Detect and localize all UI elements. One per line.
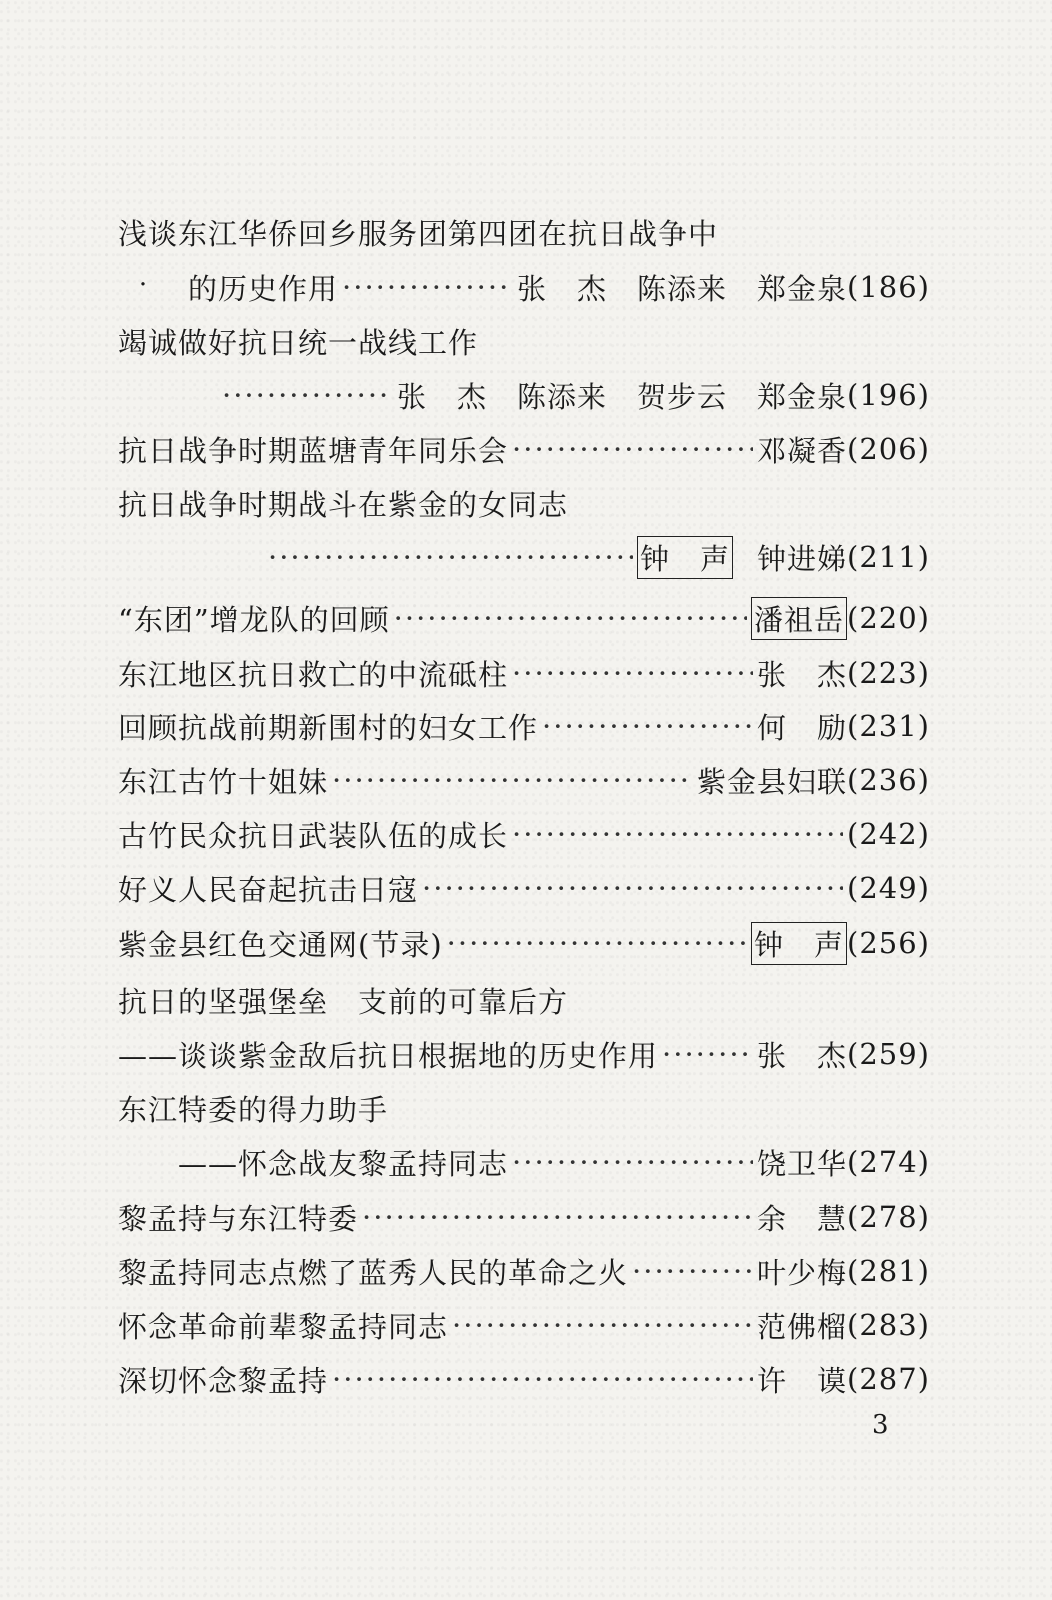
dot-leader xyxy=(447,926,747,960)
toc-entry xyxy=(118,703,930,749)
toc-page-number: (259) xyxy=(847,1037,930,1071)
toc-entry xyxy=(118,1356,930,1402)
toc-page-number: (287) xyxy=(847,1362,930,1396)
toc-title: 抗日战争时期战斗在紫金的女同志 xyxy=(118,487,569,522)
toc-page-number: (220) xyxy=(847,601,930,635)
toc-title: 抗日的坚强堡垒 支前的可靠后方 xyxy=(118,984,569,1019)
toc-subtitle: ——谈谈紫金敌后抗日根据地的历史作用 xyxy=(118,1038,659,1073)
toc-author: 何 励 xyxy=(757,710,848,745)
toc-title: 黎孟持同志点燃了蓝秀人民的革命之火 xyxy=(118,1255,629,1290)
toc-title: 东江地区抗日救亡的中流砥柱 xyxy=(118,657,509,692)
toc-entry xyxy=(264,534,930,580)
toc-page-number: (223) xyxy=(847,656,930,690)
dot-leader xyxy=(332,1362,753,1396)
toc-page-number: (274) xyxy=(847,1145,930,1179)
toc-entry xyxy=(118,1031,930,1077)
toc-page-number: (236) xyxy=(847,763,930,797)
toc-entry xyxy=(118,920,930,966)
toc-entry xyxy=(118,1194,930,1240)
dot-leader xyxy=(452,1308,753,1342)
toc-title: 抗日战争时期蓝塘青年同乐会 xyxy=(118,433,509,468)
toc-page-number: (281) xyxy=(847,1254,930,1288)
toc-entry xyxy=(178,1139,930,1185)
toc-entry-title-line xyxy=(118,1085,930,1131)
toc-page-number: (186) xyxy=(847,270,930,304)
toc-entry-title-line xyxy=(118,318,930,364)
dot-leader xyxy=(268,540,633,574)
toc-entry-title-line xyxy=(118,209,930,255)
toc-entry xyxy=(118,811,930,857)
boxed-author: 潘祖岳 xyxy=(751,597,847,640)
toc-author: 紫金县妇联 xyxy=(697,764,848,799)
toc-page-number: (242) xyxy=(847,817,930,851)
dot-leader xyxy=(542,709,753,743)
toc-author: 饶卫华 xyxy=(757,1146,848,1181)
toc-title: “东团”增龙队的回顾 xyxy=(118,602,390,637)
toc-title: 黎孟持与东江特委 xyxy=(118,1201,359,1236)
toc-title: 怀念革命前辈黎孟持同志 xyxy=(118,1309,449,1344)
dot-leader xyxy=(632,1254,753,1288)
toc-entry xyxy=(118,1248,930,1294)
toc-title: 竭诚做好抗日统一战线工作 xyxy=(118,325,479,360)
dot-leader xyxy=(662,1037,753,1071)
toc-title: 回顾抗战前期新围村的妇女工作 xyxy=(118,710,539,745)
toc-entry xyxy=(188,264,930,310)
toc-title: 好义人民奋起抗击日寇 xyxy=(118,872,419,907)
toc-title: 浅谈东江华侨回乡服务团第四团在抗日战争中 xyxy=(118,216,719,251)
toc-author: 邓凝香 xyxy=(757,433,848,468)
page-number: 3 xyxy=(872,1410,889,1440)
dot-leader xyxy=(512,817,843,851)
toc-page-number: (206) xyxy=(847,432,930,466)
toc-page-number: (249) xyxy=(847,871,930,905)
toc-entry xyxy=(218,372,930,418)
toc-author: 张 杰 陈添来 郑金泉 xyxy=(517,271,848,306)
toc-entry xyxy=(118,1302,930,1348)
toc-entry-title-line xyxy=(118,480,930,526)
toc-title: 的历史作用 xyxy=(188,271,339,306)
toc-author: 范佛榴 xyxy=(757,1309,848,1344)
dot-leader xyxy=(342,270,513,304)
dot-leader xyxy=(512,1145,753,1179)
toc-entry-title-line xyxy=(118,977,930,1023)
toc-entry xyxy=(118,650,930,696)
toc-title: 东江古竹十姐妹 xyxy=(118,764,329,799)
dot-leader xyxy=(394,601,747,635)
toc-author: 张 杰 陈添来 贺步云 郑金泉 xyxy=(397,379,848,414)
dot-leader xyxy=(332,763,693,797)
dot-leader xyxy=(422,871,843,905)
boxed-author: 钟 声 xyxy=(751,922,847,965)
dot-leader xyxy=(362,1200,753,1234)
toc-title: 东江特委的得力助手 xyxy=(118,1092,389,1127)
toc-page-number: (211) xyxy=(847,540,930,574)
boxed-author: 钟 声 xyxy=(637,536,733,579)
stray-dot-mark: · xyxy=(138,270,148,300)
toc-title: 紫金县红色交通网(节录) xyxy=(118,927,443,962)
toc-page-number: (278) xyxy=(847,1200,930,1234)
toc-entry xyxy=(118,865,930,911)
toc-author: 张 杰 xyxy=(757,1038,848,1073)
dot-leader xyxy=(512,656,753,690)
toc-entry xyxy=(118,595,930,641)
toc-entry xyxy=(118,757,930,803)
toc-page-number: (231) xyxy=(847,709,930,743)
dot-leader xyxy=(222,378,393,412)
toc-page-number: (196) xyxy=(847,378,930,412)
toc-author: 余 慧 xyxy=(757,1201,848,1236)
toc-author: 张 杰 xyxy=(757,657,848,692)
dot-leader xyxy=(512,432,753,466)
toc-page-number: (256) xyxy=(847,926,930,960)
toc-title: 深切怀念黎孟持 xyxy=(118,1363,329,1398)
toc-author: 许 谟 xyxy=(757,1363,848,1398)
toc-author: 叶少梅 xyxy=(757,1255,848,1290)
toc-subtitle: ——怀念战友黎孟持同志 xyxy=(178,1146,509,1181)
toc-title: 古竹民众抗日武装队伍的成长 xyxy=(118,818,509,853)
toc-author: 钟进娣 xyxy=(757,541,848,576)
toc-page-number: (283) xyxy=(847,1308,930,1342)
toc-entry xyxy=(118,426,930,472)
